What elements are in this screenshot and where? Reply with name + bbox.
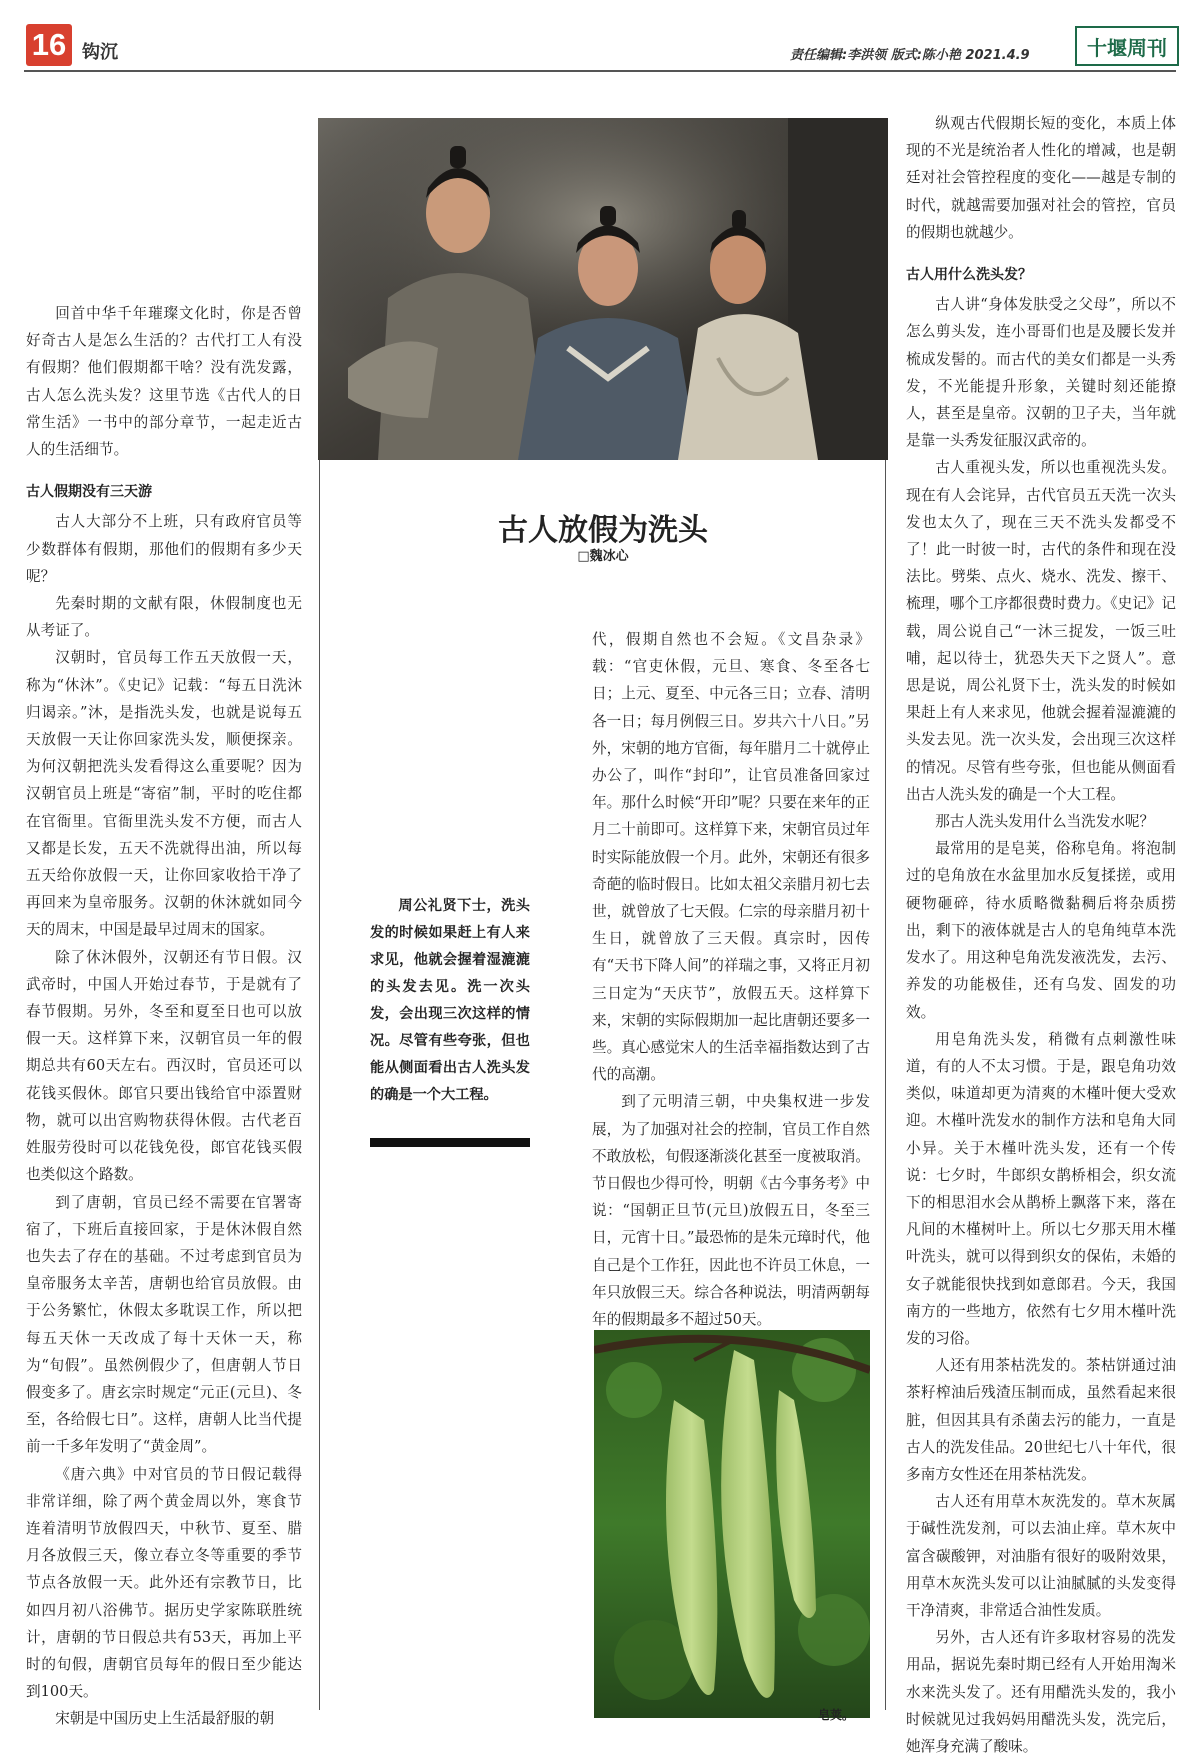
article-column-3 <box>592 626 870 1333</box>
paragraph: 除了休沐假外，汉朝还有节日假。汉武帝时，中国人开始过春节，于是就有了春节假期。另外，冬至和夏至日也可以放假一天。这样算下来，汉朝官员一年的假期总共有60天左右。西汉时，官员还可以花钱买假休。郎官只要出钱给官中添置财物，就可以出宫购物获得休假。古代老百姓服劳役时可以花钱免役，郎官花钱买假也类似这个路数。 <box>26 948 302 1184</box>
page-number: 16 <box>26 24 72 66</box>
paragraph: 古人大部分不上班，只有政府官员等少数群体有假期，那他们的假期有多少天呢？ <box>26 513 302 585</box>
paragraph: 宋朝是中国历史上生活最舒服的朝 <box>55 1710 275 1728</box>
article-column-1 <box>26 300 302 1733</box>
paragraph: 那古人洗头发用什么当洗发水呢？ <box>935 813 1155 831</box>
paragraph: 古人还有用草木灰洗发的。草木灰属于碱性洗发剂，可以去油止痒。草木灰中富含碳酸钾，对油脂有很好的吸附效果，用草木灰洗头发可以让油腻腻的头发变得干净清爽，非常适合油性发质。 <box>906 1493 1176 1619</box>
editor-credits: 责任编辑:李洪领 版式:陈小艳 2021.4.9 <box>790 48 1030 63</box>
pull-quote <box>370 893 530 1109</box>
pull-quote-text: 周公礼贤下士，洗头发的时候如果赶上有人来求见，他就会握着湿漉漉的头发去见。洗一次头发，会出现三次这样的情况。尽管有些夸张，但也能从侧面看出古人洗头发的确是一个大工程。 <box>370 898 530 1103</box>
paragraph: 到了元明清三朝，中央集权进一步发展，为了加强对社会的控制，官员工作自然不敢放松，旬假逐渐淡化甚至一度被取消。节日假也少得可怜，明朝《古今事务考》中说：“国朝正旦节(元旦)放假五日，冬至三日，元宵十日。”最恐怖的是朱元璋时代，他自己是个工作狂，因此也不许员工休息，一年只放假三天。综合各种说法，明清两朝每年的假期最多不超过50天。 <box>592 1093 870 1329</box>
pull-quote-bar <box>370 1138 530 1147</box>
masthead-logo: 十堰周刊 <box>1075 26 1179 66</box>
article-column-4 <box>906 110 1176 1760</box>
paragraph: 到了唐朝，官员已经不需要在官署寄宿了，下班后直接回家，于是休沐假自然也失去了存在的基础。不过考虑到官员为皇帝服务太辛苦，唐朝也给官员放假。由于公务繁忙，休假太多耽误工作，所以把每五天休一天改成了每十天休一天，称为“旬假”。虽然例假少了，但唐朝人节日假变多了。唐玄宗时规定“元正(元旦)、冬至，各给假七日”。这样，唐朝人比当代提前一千多年发明了“黄金周”。 <box>26 1193 302 1456</box>
drama-still-photo <box>318 118 888 460</box>
paragraph: 人还有用茶枯洗发的。茶枯饼通过油茶籽榨油后残渣压制而成，虽然看起来很脏，但因其具有杀菌去污的能力，一直是古人的洗发佳品。20世纪七八十年代，很多南方女性还在用茶枯洗发。 <box>906 1357 1176 1483</box>
paragraph: 用皂角洗头发，稍微有点刺激性味道，有的人不太习惯。于是，跟皂角功效类似，味道却更为清爽的木槿叶便大受欢迎。木槿叶洗发水的制作方法和皂角大同小异。关于木槿叶洗头发，还有一个传说：七夕时，牛郎织女鹊桥相会，织女流下的相思泪水会从鹊桥上飘落下来，落在凡间的木槿树叶上。所以七夕那天用木槿叶洗头，就可以得到织女的保佑，未婚的女子就能很快找到如意郎君。今天，我国南方的一些地方，依然有七夕用木槿叶洗发的习俗。 <box>906 1030 1176 1347</box>
frame-right-border <box>885 460 886 1710</box>
paragraph: 纵观古代假期长短的变化，本质上体现的不光是统治者人性化的增减，也是朝廷对社会管控程度的变化——越是专制的时代，就越需要加强对社会的管控，官员的假期也就越少。 <box>906 115 1176 241</box>
section-heading: 古人用什么洗头发？ <box>906 267 1032 284</box>
paragraph: 代，假期自然也不会短。《文昌杂录》载：“官吏休假，元旦、寒食、冬至各七日；上元、夏至、中元各三日；立春、清明各一日；每月例假三日。岁共六十八日。”另外，宋朝的地方官衙，每年腊月二十就停止办公了，叫作“封印”，让官员准备回家过年。那什么时候“开印”呢？只要在来年的正月二十前即可。这样算下来，宋朝官员过年时实际能放假一个月。此外，宋朝还有很多奇葩的临时假日。比如太祖父亲腊月初七去世，就曾放了七天假。仁宗的母亲腊月初十生日，就曾放了三天假。真宗时，因传有“天书下降人间”的祥瑞之事，又将正月初三日定为“天庆节”，放假五天。这样算下来，宋朝的实际假期加一起比唐朝还要多一些。真心感觉宋人的生活幸福指数达到了古代的高潮。 <box>592 631 870 1084</box>
paragraph: 另外，古人还有许多取材容易的洗发用品，据说先秦时期已经有人开始用淘米水来洗头发了。还有用醋洗头发的，我小时候就见过我妈妈用醋洗头发，洗完后，她浑身充满了酸味。 <box>906 1629 1176 1755</box>
paragraph: 先秦时期的文献有限，休假制度也无从考证了。 <box>26 595 302 640</box>
section-name: 钩沉 <box>82 42 118 63</box>
photo-caption: 皂荚。 <box>818 1708 855 1722</box>
header-rule <box>24 70 1176 72</box>
paragraph: 古人重视头发，所以也重视洗头发。现在有人会诧异，古代官员五天洗一次头发也太久了，现在三天不洗头发都受不了！此一时彼一时，古代的条件和现在没法比。劈柴、点火、烧水、洗发、擦干、梳理，哪个工序都很费时费力。《史记》记载，周公说自己“一沐三捉发，一饭三吐哺，起以待士，犹恐失天下之贤人”。意思是说，周公礼贤下士，洗头发的时候如果赶上有人来求见，他就会握着湿漉漉的头发去见。洗一次头发，会出现三次这样的情况。尽管有些夸张，但也能从侧面看出古人洗头发的确是一个大工程。 <box>906 459 1176 803</box>
frame-left-border <box>319 460 320 1710</box>
article-title: 古人放假为洗头 <box>498 513 708 548</box>
article-byline: □魏冰心 <box>577 549 629 564</box>
paragraph: 回首中华千年璀璨文化时，你是否曾好奇古人是怎么生活的？古代打工人有没有假期？他们假期都干啥？没有洗发露，古人怎么洗头发？这里节选《古代人的日常生活》一书中的部分章节，一起走近古人的生活细节。 <box>26 305 302 459</box>
soap-pod-photo <box>594 1330 870 1718</box>
paragraph: 古人讲“身体发肤受之父母”，所以不怎么剪头发，连小哥哥们也是及腰长发并梳成发髻的。而古代的美女们都是一头秀发，不光能提升形象，关键时刻还能撩人，甚至是皇帝。汉朝的卫子夫，当年就是靠一头秀发征服汉武帝的。 <box>906 296 1176 450</box>
paragraph: 最常用的是皂荚，俗称皂角。将泡制过的皂角放在水盆里加水反复揉搓，或用硬物砸碎，待水质略微黏稠后将杂质捞出，剩下的液体就是古人的皂角纯草本洗发水了。用这种皂角洗发液洗发，去污、养发的功能极佳，还有乌发、固发的功效。 <box>906 840 1176 1021</box>
paragraph: 《唐六典》中对官员的节日假记载得非常详细，除了两个黄金周以外，寒食节连着清明节放假四天，中秋节、夏至、腊月各放假三天，像立春立冬等重要的季节节点各放假一天。此外还有宗教节日，比如四月初八浴佛节。据历史学家陈联胜统计，唐朝的节日假总共有53天，再加上平时的旬假，唐朝官员每年的假日至少能达到100天。 <box>26 1465 302 1701</box>
section-heading: 古人假期没有三天游 <box>26 484 152 501</box>
paragraph: 汉朝时，官员每工作五天放假一天，称为“休沐”。《史记》记载：“每五日洗沐归谒亲。”沐，是指洗头发，也就是说每五天放假一天让你回家洗头发，顺便探亲。为何汉朝把洗头发看得这么重要呢？因为汉朝官员上班是“寄宿”制，平时的吃住都在官衙里。官衙里洗头发不方便，而古人又都是长发，五天不洗就得出油，所以每五天给你放假一天，让你回家收拾干净了再回来为皇帝服务。汉朝的休沐就如同今天的周末，中国是最早过周末的国家。 <box>26 649 302 939</box>
